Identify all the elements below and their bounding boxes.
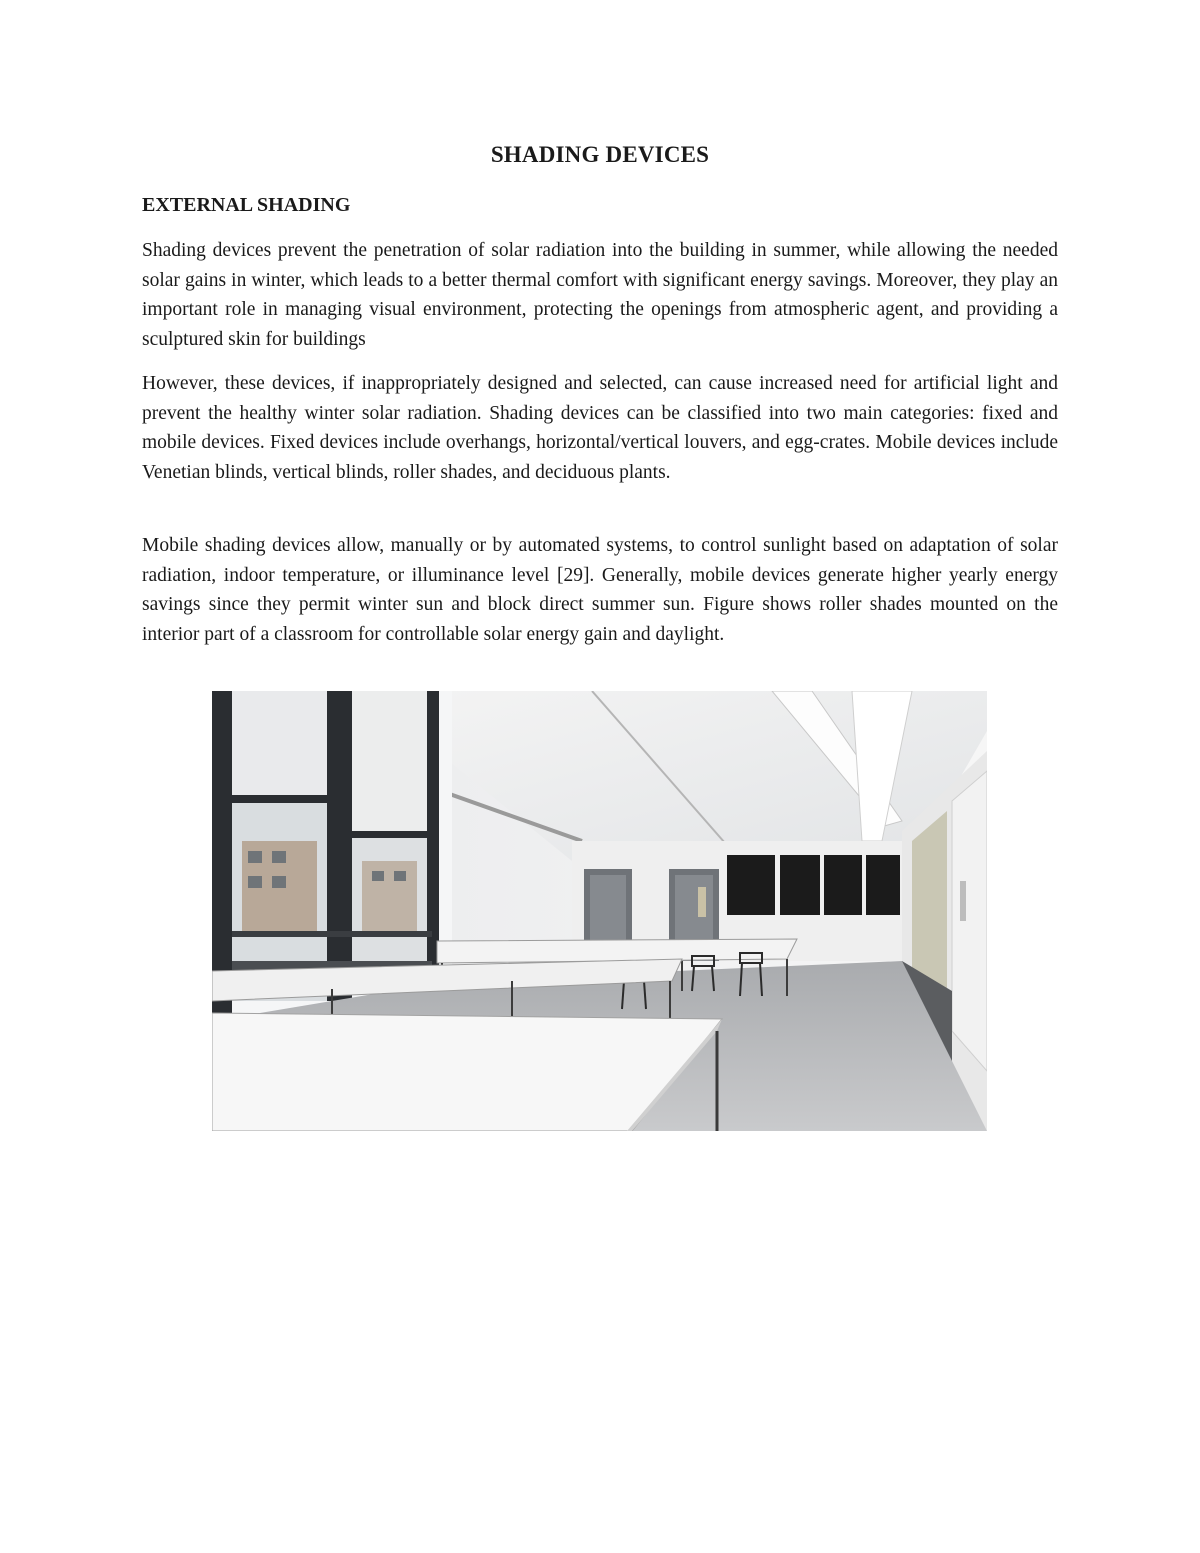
paragraph-2: However, these devices, if inappropriately designed and selected, can cause increased need for artificial light and prevent the healthy winter solar radiation. Shading devices can be classified into two main categories: fixed and mobile devices. Fixed devices include overhangs, horizontal/vertical louvers, and egg-crates. Mobile devices include Venetian blinds, vertical blinds, roller shades, and deciduous plants. [142, 373, 1058, 483]
page-title: SHADING DEVICES [490, 142, 710, 167]
classroom-illustration [212, 691, 987, 1131]
section-heading: EXTERNAL SHADING [142, 194, 351, 216]
paragraph-1: Shading devices prevent the penetration of solar radiation into the building in summer, while allowing the needed solar gains in winter, which leads to a better thermal comfort with significant energy savings. Moreover, they play an important role in managing visual environment, protecting the openings from atmospheric agent, and providing a sculptured skin for buildings [142, 240, 1058, 350]
classroom-photo [212, 691, 987, 1131]
paragraph-3: Mobile shading devices allow, manually or by automated systems, to control sunlight based on adaptation of solar radiation, indoor temperature, or illuminance level [29]. Generally, mobile devices generate higher yearly energy savings since they permit winter sun and block direct summer sun. Figure shows roller shades mounted on the interior part of a classroom for controllable solar energy gain and daylight. [142, 535, 1058, 645]
